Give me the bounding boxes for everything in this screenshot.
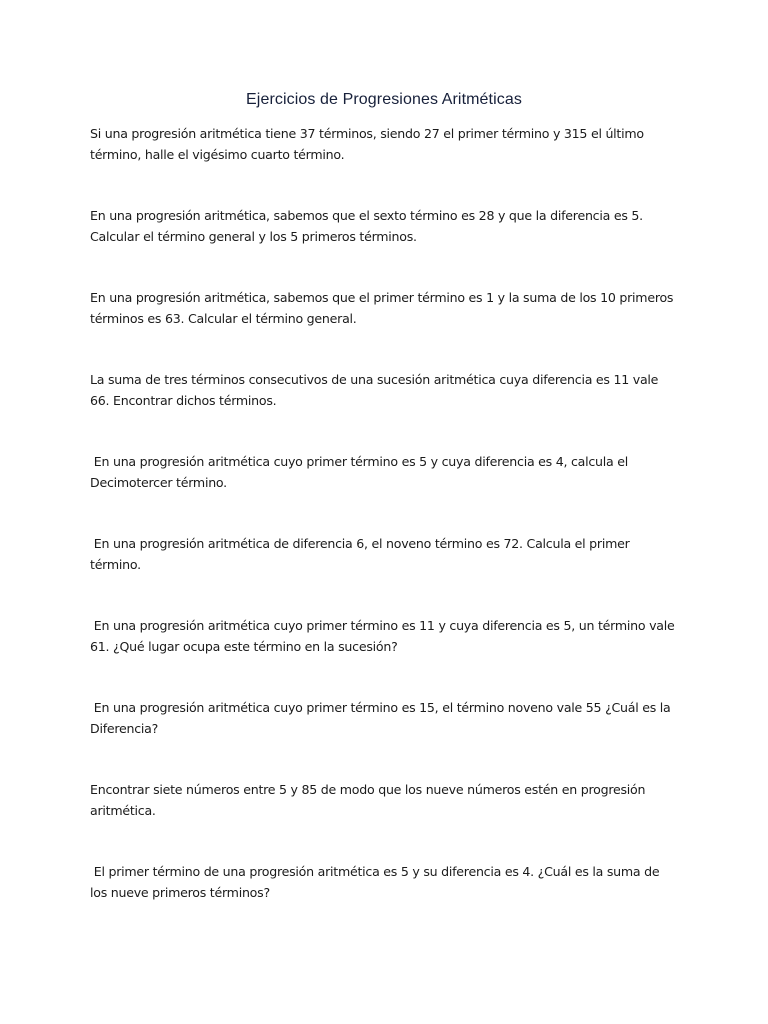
exercise-6: En una progresión aritmética de diferencia 6, el noveno término es 72. Calcula el primer término. xyxy=(90,536,630,572)
exercise-5: En una progresión aritmética cuyo primer término es 5 y cuya diferencia es 4, calcula el Decimotercer término. xyxy=(90,454,629,490)
exercise-1: Si una progresión aritmética tiene 37 términos, siendo 27 el primer término y 315 el último término, halle el vigésimo cuarto término. xyxy=(90,126,644,162)
exercise-2: En una progresión aritmética, sabemos que el sexto término es 28 y que la diferencia es 5. Calcular el término general y los 5 primeros términos. xyxy=(90,208,643,244)
exercise-8: En una progresión aritmética cuyo primer término es 15, el término noveno vale 55 ¿Cuál es la Diferencia? xyxy=(90,700,671,736)
document-title: Ejercicios de Progresiones Aritméticas xyxy=(246,91,522,108)
exercise-10: El primer término de una progresión aritmética es 5 y su diferencia es 4. ¿Cuál es la suma de los nueve primeros términos? xyxy=(90,864,660,900)
exercise-7: En una progresión aritmética cuyo primer término es 11 y cuya diferencia es 5, un término vale 61. ¿Qué lugar ocupa este término en la sucesión? xyxy=(90,618,675,654)
exercise-4: La suma de tres términos consecutivos de una sucesión aritmética cuya diferencia es 11 vale 66. Encontrar dichos términos. xyxy=(90,372,659,408)
exercise-3: En una progresión aritmética, sabemos que el primer término es 1 y la suma de los 10 primeros términos es 63. Calcular el término general. xyxy=(90,290,674,326)
exercise-9: Encontrar siete números entre 5 y 85 de modo que los nueve números estén en progresión aritmética. xyxy=(90,782,646,818)
